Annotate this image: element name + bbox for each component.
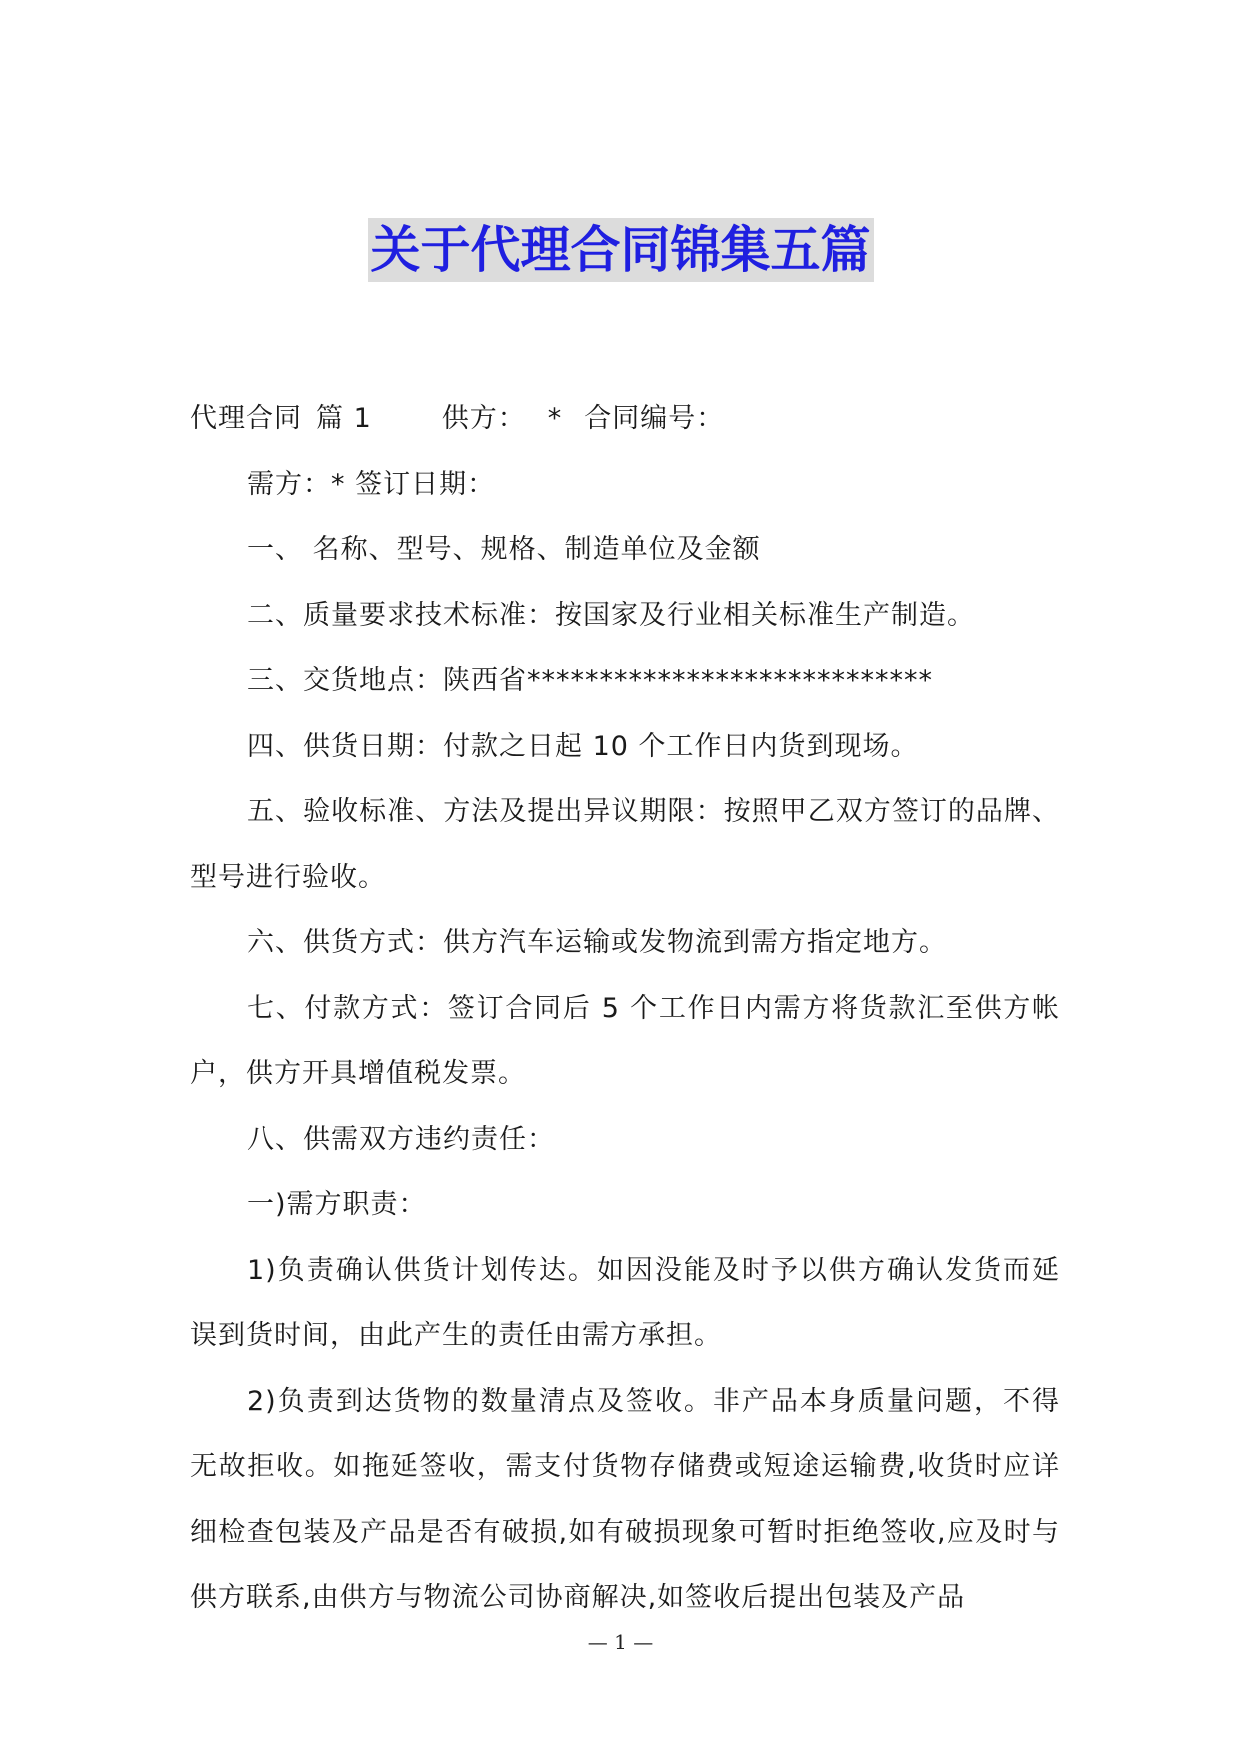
paragraph: 六、供货方式：供方汽车运输或发物流到需方指定地方。 (247, 927, 947, 958)
paragraph: 2)负责到达货物的数量清点及签收。非产品本身质量问题，不得无故拒收。如拖延签收，需支付货物存储费或短途运输费,收货时应详细检查包装及产品是否有破损,如有破损现象可暂时拒绝签收,应及时与供方联系,由供方与物流公司协商解决,如签收后提出包装及产品 (190, 1385, 1060, 1613)
document-title: 关于代理合同锦集五篇 (368, 218, 874, 282)
header-supplier-label: 供方： (441, 403, 526, 434)
header-contract-label: 代理合同 (190, 403, 302, 434)
document-body (190, 386, 1060, 1631)
paragraph: 八、供需双方违约责任： (247, 1123, 555, 1155)
header-line (190, 386, 1060, 452)
paragraph: 一)需方职责： (247, 1189, 427, 1220)
page-number: — 1 — (587, 1630, 654, 1654)
header-part-label: 篇 1 (316, 403, 372, 434)
paragraph: 需方：* 签订日期： (247, 468, 496, 500)
paragraph: 七、付款方式：签订合同后 5 个工作日内需方将货款汇至供方帐户，供方开具增值税发票。 (190, 992, 1060, 1089)
paragraph: 五、验收标准、方法及提出异议期限：按照甲乙双方签订的品牌、型号进行验收。 (190, 796, 1060, 893)
paragraph: 1)负责确认供货计划传达。如因没能及时予以供方确认发货而延误到货时间，由此产生的责任由需方承担。 (190, 1254, 1060, 1351)
header-contract-number-label: 合同编号： (584, 403, 725, 434)
paragraph: 三、交货地点：陕西省**************************** (247, 665, 933, 696)
title-container (0, 218, 1241, 282)
header-supplier-value: * (547, 403, 563, 434)
paragraph: 四、供货日期：付款之日起 10 个工作日内货到现场。 (247, 730, 919, 762)
paragraph: 一、 名称、型号、规格、制造单位及金额 (247, 534, 761, 565)
paragraph: 二、质量要求技术标准：按国家及行业相关标准生产制造。 (247, 599, 975, 631)
